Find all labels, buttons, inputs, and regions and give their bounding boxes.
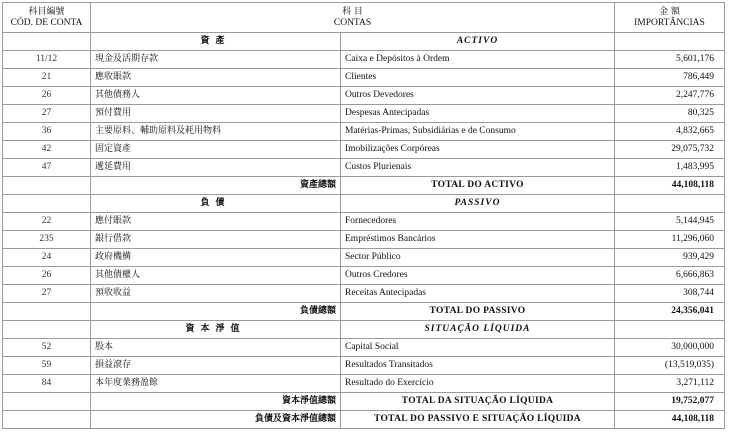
account-name-zh: 應收賬款 bbox=[91, 69, 341, 87]
account-name-zh: 主要原料、輔助原料及耗用物料 bbox=[91, 123, 341, 141]
account-name-zh: 現金及活期存款 bbox=[91, 51, 341, 69]
table-row bbox=[3, 213, 725, 231]
account-name-pt: Caixa e Depósitos à Ordem bbox=[341, 51, 615, 69]
account-name-zh: 政府機構 bbox=[91, 249, 341, 267]
code-header bbox=[3, 3, 91, 33]
table-body bbox=[3, 33, 725, 429]
section-total-row bbox=[3, 303, 725, 321]
account-code: 21 bbox=[3, 69, 91, 87]
total-code-blank bbox=[3, 303, 91, 321]
section-total-amount: 19,752,077 bbox=[615, 393, 725, 411]
table-row bbox=[3, 357, 725, 375]
account-name-pt: Resultado do Exercício bbox=[341, 375, 615, 393]
account-amount: 1,483,995 bbox=[615, 159, 725, 177]
account-code: 47 bbox=[3, 159, 91, 177]
account-code: 42 bbox=[3, 141, 91, 159]
account-name-pt: Fornecedores bbox=[341, 213, 615, 231]
section-code-blank bbox=[3, 195, 91, 213]
grand-total-zh: 負債及資本淨值總額 bbox=[91, 411, 341, 429]
section-total-zh: 負債總額 bbox=[91, 303, 341, 321]
account-name-zh: 預付費用 bbox=[91, 105, 341, 123]
account-code: 52 bbox=[3, 339, 91, 357]
table-row bbox=[3, 51, 725, 69]
table-row bbox=[3, 159, 725, 177]
section-total-pt: TOTAL DO PASSIVO bbox=[341, 303, 615, 321]
account-amount: 786,449 bbox=[615, 69, 725, 87]
section-title-zh: 負債 bbox=[91, 195, 341, 213]
account-amount: 4,832,665 bbox=[615, 123, 725, 141]
account-name-zh: 本年度業務盈餘 bbox=[91, 375, 341, 393]
account-code: 27 bbox=[3, 105, 91, 123]
section-total-zh: 資產總額 bbox=[91, 177, 341, 195]
section-title-pt: SITUAÇÃO LÍQUIDA bbox=[341, 321, 615, 339]
account-name-pt: Outros Devedores bbox=[341, 87, 615, 105]
account-code: 26 bbox=[3, 267, 91, 285]
account-name-zh: 銀行借款 bbox=[91, 231, 341, 249]
table-row bbox=[3, 231, 725, 249]
account-name-pt: Clientes bbox=[341, 69, 615, 87]
section-title-pt: PASSIVO bbox=[341, 195, 615, 213]
account-name-pt: Sector Público bbox=[341, 249, 615, 267]
table-row bbox=[3, 375, 725, 393]
table-row bbox=[3, 249, 725, 267]
account-code: 22 bbox=[3, 213, 91, 231]
section-header-row bbox=[3, 33, 725, 51]
grand-total-code-blank bbox=[3, 411, 91, 429]
account-amount: 939,429 bbox=[615, 249, 725, 267]
account-amount: 11,296,060 bbox=[615, 231, 725, 249]
section-title-zh: 資本淨值 bbox=[91, 321, 341, 339]
account-code: 24 bbox=[3, 249, 91, 267]
account-name-pt: Imobilizações Corpóreas bbox=[341, 141, 615, 159]
table-row bbox=[3, 141, 725, 159]
account-code: 84 bbox=[3, 375, 91, 393]
section-total-amount: 24,356,041 bbox=[615, 303, 725, 321]
section-total-amount: 44,108,118 bbox=[615, 177, 725, 195]
account-code: 235 bbox=[3, 231, 91, 249]
account-name-zh: 固定資產 bbox=[91, 141, 341, 159]
account-name-pt: Outros Credores bbox=[341, 267, 615, 285]
section-code-blank bbox=[3, 33, 91, 51]
account-name-pt: Receitas Antecipadas bbox=[341, 285, 615, 303]
account-code: 59 bbox=[3, 357, 91, 375]
account-name-pt: Custos Plurienais bbox=[341, 159, 615, 177]
section-code-blank bbox=[3, 321, 91, 339]
account-name-pt: Capital Social bbox=[341, 339, 615, 357]
account-name-pt: Matérias-Primas, Subsidiárias e de Consumo bbox=[341, 123, 615, 141]
table-row bbox=[3, 267, 725, 285]
account-amount: 5,601,176 bbox=[615, 51, 725, 69]
table-row bbox=[3, 285, 725, 303]
account-amount: 29,075,732 bbox=[615, 141, 725, 159]
account-code: 11/12 bbox=[3, 51, 91, 69]
account-amount: 2,247,776 bbox=[615, 87, 725, 105]
account-name-pt: Empréstimos Bancários bbox=[341, 231, 615, 249]
account-amount: 308,744 bbox=[615, 285, 725, 303]
section-title-pt: ACTIVO bbox=[341, 33, 615, 51]
amount-header-pt: IMPORTÂNCIAS bbox=[634, 17, 705, 28]
header-row bbox=[3, 3, 725, 33]
section-total-zh: 資本淨值總額 bbox=[91, 393, 341, 411]
section-total-pt: TOTAL DA SITUAÇÃO LÍQUIDA bbox=[341, 393, 615, 411]
code-header-pt: CÓD. DE CONTA bbox=[10, 17, 83, 28]
account-amount: 5,144,945 bbox=[615, 213, 725, 231]
account-name-zh: 損益滾存 bbox=[91, 357, 341, 375]
account-name-zh: 遞延費用 bbox=[91, 159, 341, 177]
section-title-zh: 資產 bbox=[91, 33, 341, 51]
account-amount: 80,325 bbox=[615, 105, 725, 123]
grand-total-amount: 44,108,118 bbox=[615, 411, 725, 429]
account-amount: (13,519,035) bbox=[615, 357, 725, 375]
account-name-zh: 其他債權人 bbox=[91, 267, 341, 285]
account-amount: 30,000,000 bbox=[615, 339, 725, 357]
section-total-row bbox=[3, 177, 725, 195]
section-header-row bbox=[3, 321, 725, 339]
account-amount: 3,271,112 bbox=[615, 375, 725, 393]
account-name-zh: 應付賬款 bbox=[91, 213, 341, 231]
account-code: 27 bbox=[3, 285, 91, 303]
section-total-row bbox=[3, 393, 725, 411]
accounts-header bbox=[91, 3, 615, 33]
code-header-zh: 科目編號 bbox=[28, 6, 65, 17]
section-total-pt: TOTAL DO ACTIVO bbox=[341, 177, 615, 195]
amount-header bbox=[615, 3, 725, 33]
balance-sheet-table bbox=[2, 2, 725, 429]
account-name-pt: Resultados Transitados bbox=[341, 357, 615, 375]
table-row bbox=[3, 123, 725, 141]
amount-header-zh: 金 額 bbox=[659, 6, 680, 17]
account-name-zh: 預收收益 bbox=[91, 285, 341, 303]
accounts-header-zh: 科 目 bbox=[342, 6, 363, 17]
account-name-zh: 股本 bbox=[91, 339, 341, 357]
section-amount-blank bbox=[615, 321, 725, 339]
table-row bbox=[3, 69, 725, 87]
account-code: 36 bbox=[3, 123, 91, 141]
grand-total-row bbox=[3, 411, 725, 429]
section-amount-blank bbox=[615, 195, 725, 213]
section-amount-blank bbox=[615, 33, 725, 51]
account-amount: 6,666,863 bbox=[615, 267, 725, 285]
table-row bbox=[3, 87, 725, 105]
section-header-row bbox=[3, 195, 725, 213]
account-name-pt: Despesas Antecipadas bbox=[341, 105, 615, 123]
total-code-blank bbox=[3, 177, 91, 195]
accounts-header-pt: CONTAS bbox=[333, 17, 372, 28]
account-name-zh: 其他債務人 bbox=[91, 87, 341, 105]
table-row bbox=[3, 339, 725, 357]
table-row bbox=[3, 105, 725, 123]
account-code: 26 bbox=[3, 87, 91, 105]
grand-total-pt: TOTAL DO PASSIVO E SITUAÇÃO LÍQUIDA bbox=[341, 411, 615, 429]
total-code-blank bbox=[3, 393, 91, 411]
